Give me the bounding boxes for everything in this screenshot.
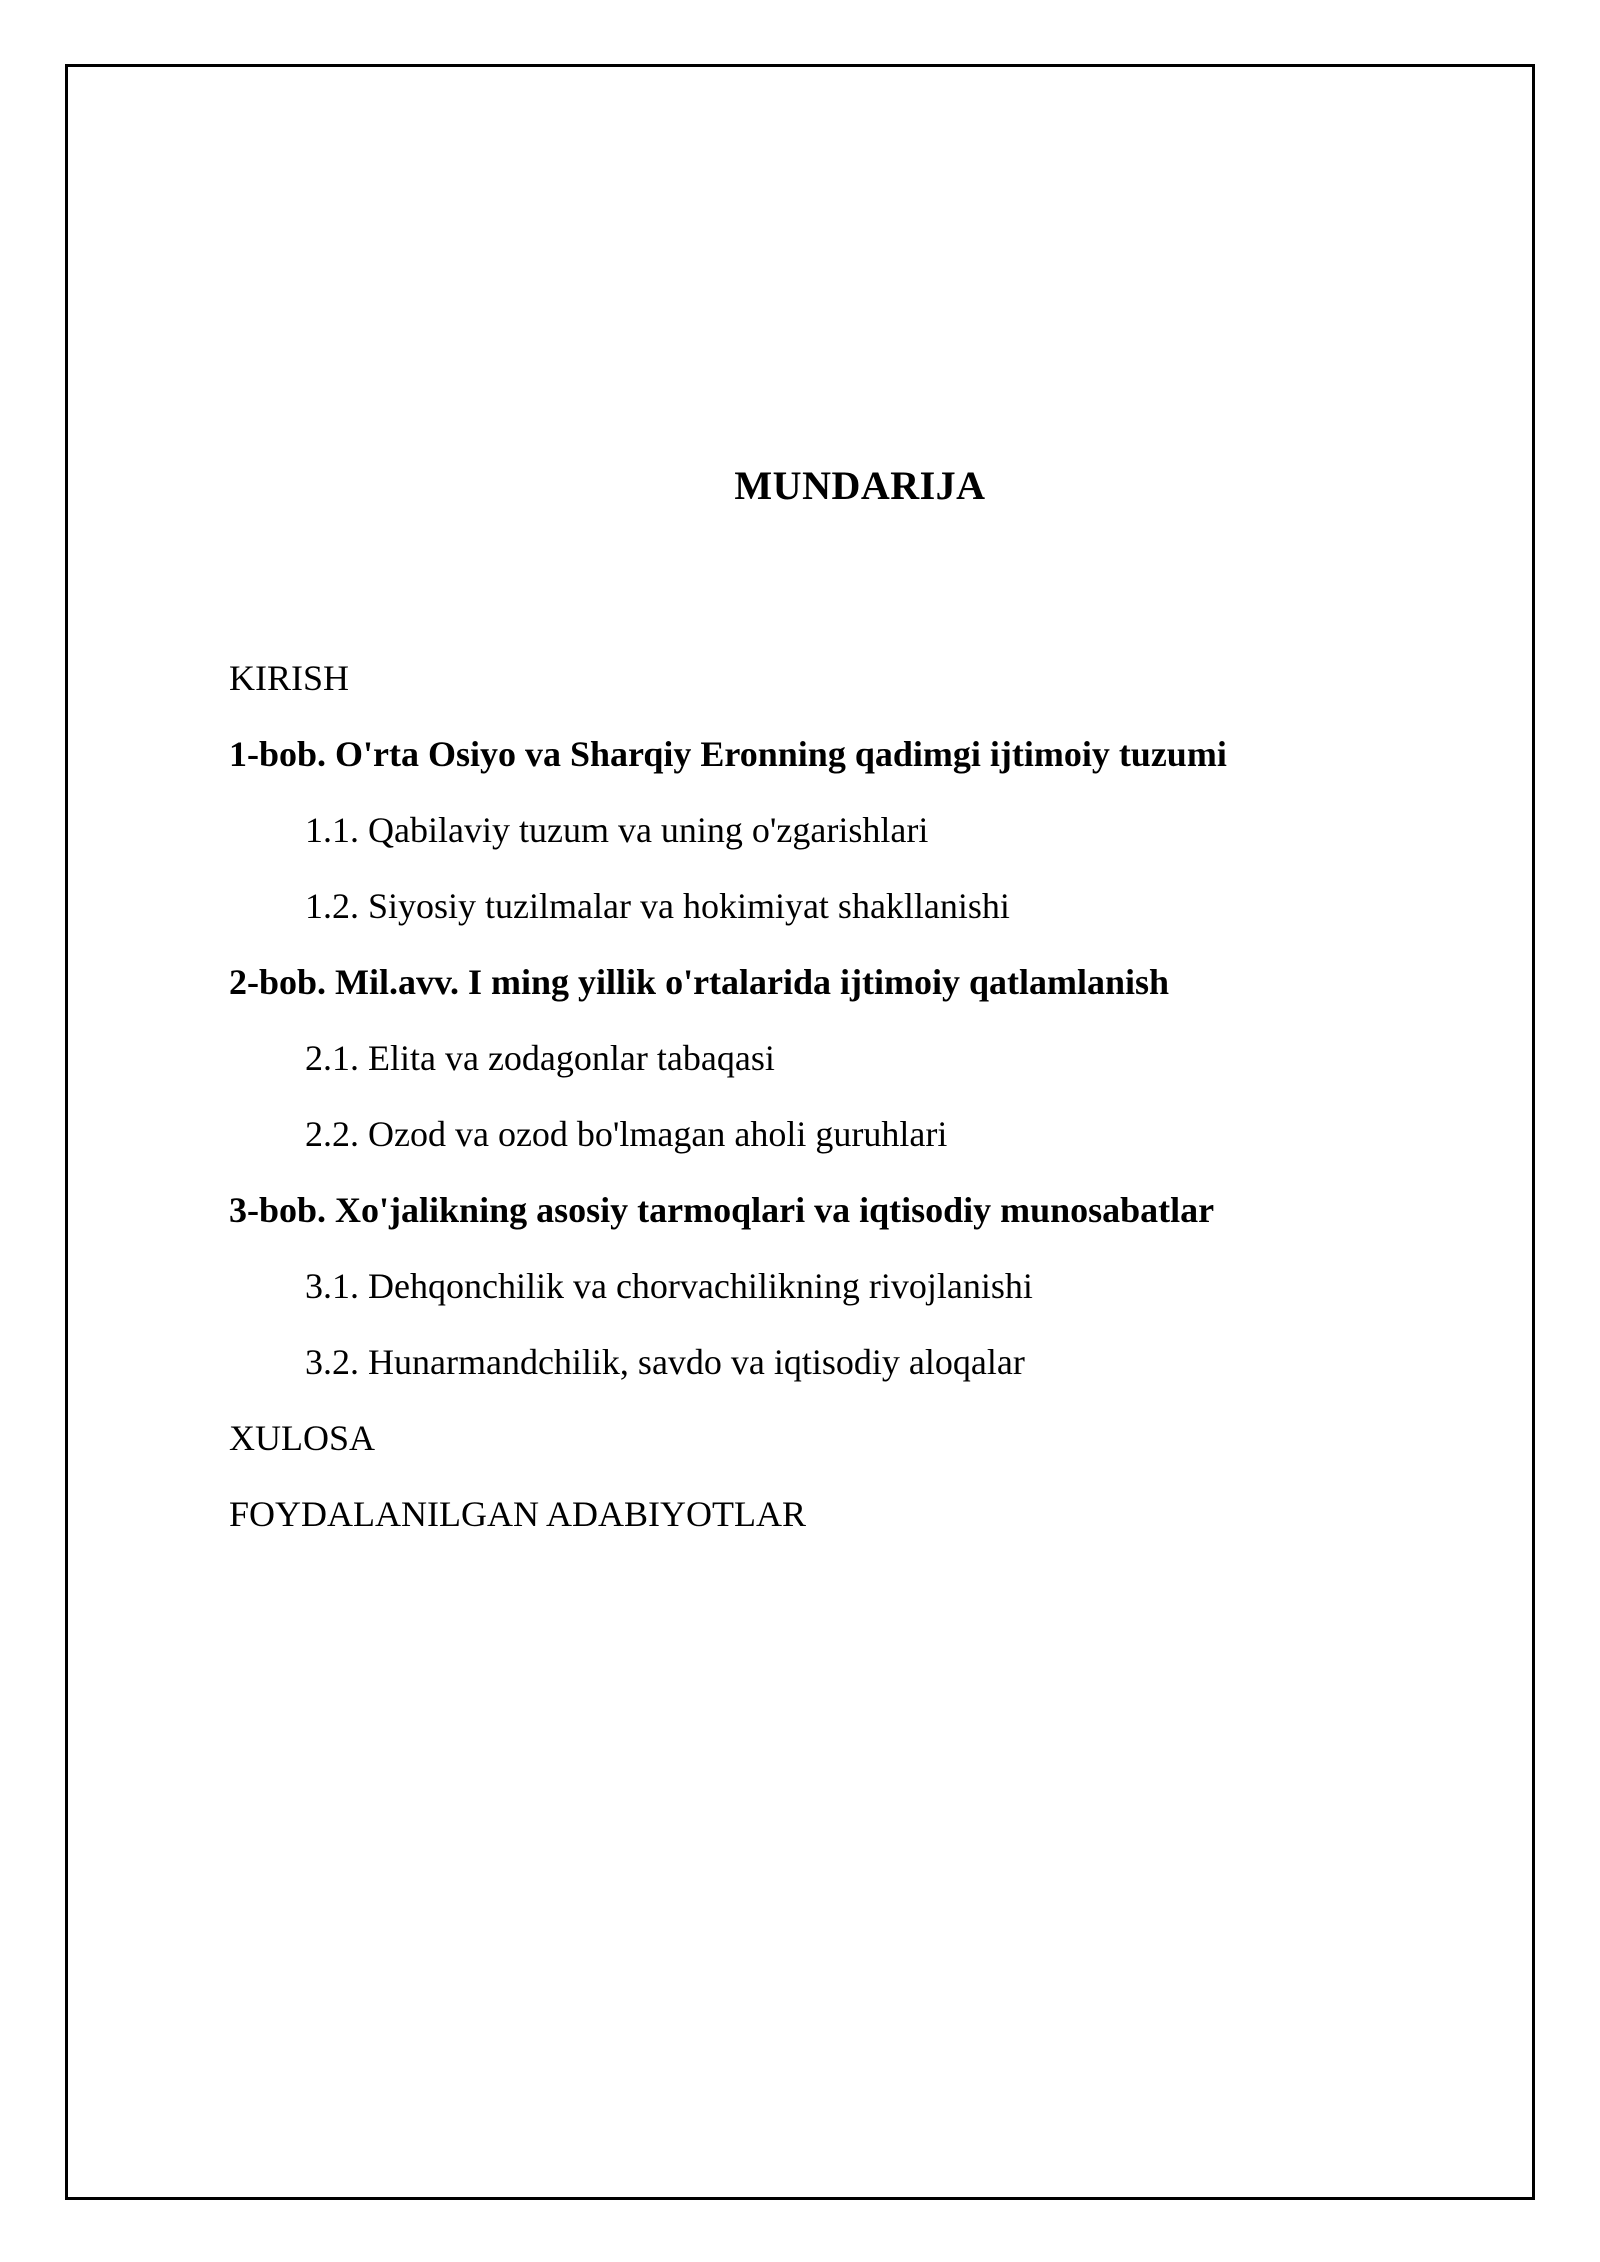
table-of-contents: [229, 640, 1479, 1552]
toc-section-2-2: 2.2. Ozod va ozod bo'lmagan aholi guruhlari: [305, 1114, 948, 1154]
toc-chapter-2: 2-bob. Mil.avv. I ming yillik o'rtalarida ijtimoiy qatlamlanish: [229, 962, 1170, 1002]
toc-entry-conclusion: XULOSA: [229, 1418, 376, 1458]
toc-section-1-1: 1.1. Qabilaviy tuzum va uning o'zgarishlari: [305, 810, 929, 850]
page-title: MUNDARIJA: [734, 463, 986, 508]
toc-entry-references: FOYDALANILGAN ADABIYOTLAR: [229, 1494, 806, 1534]
toc-entry-introduction: KIRISH: [229, 658, 350, 698]
toc-chapter-3: 3-bob. Xo'jalikning asosiy tarmoqlari va iqtisodiy munosabatlar: [229, 1190, 1215, 1230]
toc-section-1-2: 1.2. Siyosiy tuzilmalar va hokimiyat shakllanishi: [305, 886, 1010, 926]
toc-section-3-1: 3.1. Dehqonchilik va chorvachilikning rivojlanishi: [305, 1266, 1033, 1306]
toc-section-3-2: 3.2. Hunarmandchilik, savdo va iqtisodiy aloqalar: [305, 1342, 1025, 1382]
toc-chapter-1: 1-bob. O'rta Osiyo va Sharqiy Eronning qadimgi ijtimoiy tuzumi: [229, 734, 1227, 774]
toc-section-2-1: 2.1. Elita va zodagonlar tabaqasi: [305, 1038, 775, 1078]
